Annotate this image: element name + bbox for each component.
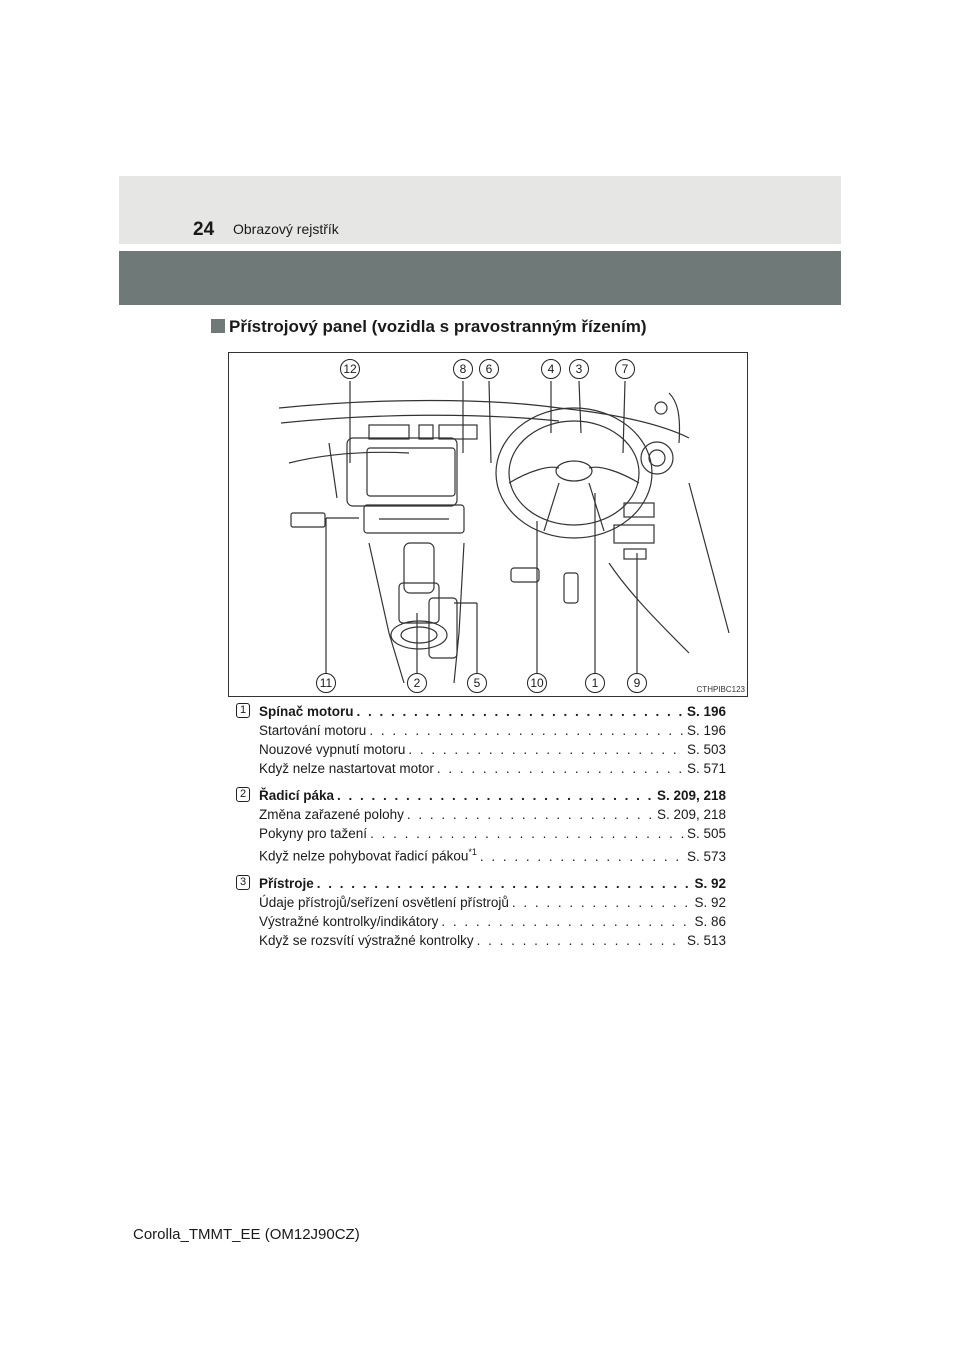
entry-item: Nouzové vypnutí motoru . . . S. 503: [259, 740, 726, 759]
entry-page: S. 196: [686, 704, 726, 719]
entry-engine-switch: [236, 702, 726, 778]
footer-model-code: Corolla_TMMT_EE (OM12J90CZ): [133, 1226, 360, 1243]
entry-number-badge: 3: [236, 875, 250, 890]
entry-item: Když se rozsvítí výstražné kontrolky . . . S. 513: [259, 931, 726, 950]
callout-9: 9: [627, 673, 647, 693]
entry-title: Přístroje: [259, 875, 314, 891]
callout-1: 1: [585, 673, 605, 693]
entry-item: Když nelze nastartovat motor . . . S. 571: [259, 759, 726, 778]
callout-7: 7: [615, 359, 635, 379]
entry-item: Pokyny pro tažení . . . S. 505: [259, 824, 726, 843]
callout-10: 10: [527, 673, 547, 693]
callout-8: 8: [453, 359, 473, 379]
entry-gauges: [236, 874, 726, 950]
entry-item: Změna zařazené polohy . . . S. 209, 218: [259, 805, 726, 824]
dashboard-diagram: [228, 352, 748, 697]
callout-4: 4: [541, 359, 561, 379]
section-title: [211, 318, 647, 335]
callout-6: 6: [479, 359, 499, 379]
entry-number-badge: 2: [236, 787, 250, 802]
dashboard-illustration: [229, 353, 747, 696]
entry-page: S. 92: [694, 875, 726, 891]
entry-title: Řadicí páka: [259, 788, 335, 803]
entry-shift-lever: [236, 786, 726, 866]
entry-list: [236, 702, 726, 958]
entry-number-badge: 1: [236, 703, 250, 718]
callout-12: 12: [340, 359, 360, 379]
callout-3: 3: [569, 359, 589, 379]
entry-page: S. 209, 218: [656, 788, 726, 803]
footnote-marker: *1: [468, 847, 477, 857]
section-band: [119, 251, 841, 305]
header-title: Obrazový rejstřík: [233, 221, 339, 237]
entry-item: Výstražné kontrolky/indikátory . . . S. 86: [259, 912, 726, 931]
entry-item: Startování motoru . . . S. 196: [259, 721, 726, 740]
entry-title-row: [259, 702, 726, 721]
entry-title-row: [259, 874, 726, 893]
section-square-icon: [211, 319, 225, 333]
image-code: CTHPIBC123: [696, 685, 745, 694]
entry-title-row: [259, 786, 726, 805]
callout-11: 11: [316, 673, 336, 693]
callout-5: 5: [467, 673, 487, 693]
section-title-text: Přístrojový panel (vozidla s pravostranným řízením): [229, 317, 647, 336]
page-number: 24: [193, 219, 215, 240]
entry-title: Spínač motoru: [259, 704, 354, 719]
callout-2: 2: [407, 673, 427, 693]
entry-item: Když nelze pohybovat řadicí pákou$^{*1}$ . . . S. 573: [259, 843, 726, 866]
header-band: [119, 176, 841, 244]
entry-item: Údaje přístrojů/seřízení osvětlení přístrojů . . . S. 92: [259, 893, 726, 912]
